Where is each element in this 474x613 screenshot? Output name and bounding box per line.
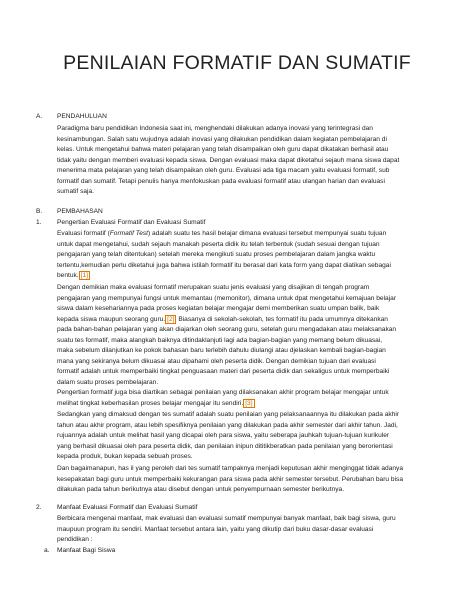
item-1-line: yang berhasil dikuasai oleh para peserta didik, dan penilaian inipun dititikberatkan pada penilaian yang berorientasi xyxy=(57,442,393,450)
section-a-line: sumatif saja. xyxy=(57,188,95,195)
item-1-line: dalam suatu proses pembelajaran. xyxy=(57,378,159,386)
section-a-line: Paradigma baru pendidikan Indonesia saat ini, menghendaki dilakukan adanya inovasi yang terintegrasi dan xyxy=(57,125,373,132)
section-b-heading: PEMBAHASAN xyxy=(57,208,103,215)
item-1-line: Dengan demikian maka evaluasi formatif merupakan suatu jenis evaluasi yang disajikan di tengah program xyxy=(57,284,370,291)
section-a-line: kelas. Untuk mengetahui bahwa materi pelajaran yang telah disampaikan oleh guru dapat dikatakan berhasil atau xyxy=(57,146,389,153)
item-2-heading: Manfaat Evaluasi Formatif dan Evaluasi Sumatif xyxy=(57,504,198,511)
section-a-line: menerima mata pelajaran yang telah disampaikan oleh guru. Evaluasi ada tiga macam yaitu evaluasi formatif, sub xyxy=(57,167,390,174)
footnote-link-3[interactable]: [3] xyxy=(245,399,253,407)
item-1-line: suatu tes formatif, maka alangkah baiknya ditindaklanjuti lagi ada bagian-bagian yang memang belum dikuasai, xyxy=(57,336,383,344)
item-1-line: dilakukan pada tahun berikutnya atau disebut dengan untuk penyempurnaan semester berikutnya. xyxy=(57,486,345,493)
item-1-heading: Pengertian Evaluasi Formatif dan Evaluasi Sumatif xyxy=(57,219,206,226)
item-2-line: pendidikan : xyxy=(57,536,93,543)
item-1-line: tahun atau akhir program, atau lebih spesifiknya penilaian yang dilakukan pada akhir semester dari akhir tahun. Jadi, xyxy=(57,421,398,429)
line-text: ) adalah suatu tes hasil belajar dimana evaluasi tersebut mempunyai suatu tujuan xyxy=(148,230,387,237)
item-1-line xyxy=(57,315,388,326)
item-1-line: tertentu,kemudian perlu diketahui juga bahwa istilah formatif itu berasal dari kata form yang dapat diatikan sebagai xyxy=(57,261,391,269)
section-a-heading: PENDAHULUAN xyxy=(57,113,107,120)
line-text: kepada siswa maupun seorang guru. xyxy=(57,315,166,323)
section-a-number: A. xyxy=(36,113,43,120)
item-1-line: siswa dalam kesehariannya pada proses kegiatan belajar mengajar demi memberikan suatu umpan balik, baik xyxy=(57,305,380,312)
item-1-line xyxy=(57,271,90,282)
section-a-line: formatif dan sumatif. Tetapi penulis hanya menfokuskan pada evaluasi formatif atau ulangan harian dan evaluasi xyxy=(57,177,385,185)
italic-term: Formatif Test xyxy=(109,230,149,237)
line-text: Biasanya di sekolah-sekolah, tes formatif itu pada umumnya ditekankan xyxy=(176,315,388,323)
section-b-number: B. xyxy=(36,208,43,215)
item-2-line: maupuun program itu sendiri. Manfaat tersebut antara lain, yaitu yang dikutip dari buku dasar-dasar evaluasi xyxy=(57,525,374,533)
footnote-link-2[interactable]: [2] xyxy=(167,315,175,323)
document-title: PENILAIAN FORMATIF DAN SUMATIF xyxy=(63,52,411,74)
item-1-line xyxy=(57,399,255,410)
item-1-number: 1. xyxy=(36,219,42,226)
item-1-line: maka sebelum dilanjutkan ke pokok bahasan baru terlebih dahulu diulangi atau djelaskan kembali bagian-bagian xyxy=(57,347,386,354)
sub-a-number: a. xyxy=(44,546,50,554)
item-1-line: rujuannya adalah untuk melihat hasil yang dicapai oleh para siswa, yaitu seberapa jauhkah tujuan-tujuan kurikuler xyxy=(57,432,390,439)
item-1-line: formatif adalah untuk memperbaiki tingkat penguasaan materi dari peserta didik dan sekaligus untuk memperbaiki xyxy=(57,368,390,375)
item-1-line xyxy=(57,229,386,240)
section-a-line: kesinambungan. Salah satu wujudnya adalah inovasi yang dilakukan pendidikan dalam kegiatan pembelajaran di xyxy=(57,135,387,143)
item-2-line: Berbicara mengenai manfaat, mak evaluasi dan evaluasi sumatif mempunyai banyak manfaat, baik bagi siswa, guru xyxy=(57,515,396,522)
item-1-line: mana yang sekiranya belum dikuasai atau dipahami oleh peserta didik. Dengan demikian tujuan dari evaluasi xyxy=(57,357,376,365)
sub-a-heading: Manfaat Bagi Siswa xyxy=(57,546,116,554)
item-1-line: pengajaran yang telah ditentukan) setelah mereka mengikuti suatu proses pembelajaran dalam jangka waktu xyxy=(57,251,376,258)
item-1-line: pengajaran yang mempunyai fungsi untuk memantau (memonitor), dimana untuk dpat mengetahui kemajuan belajar xyxy=(57,294,397,302)
line-text: Evaluasi formatif ( xyxy=(57,230,110,237)
item-1-line: kesepakatan bagi guru untuk memperbaiki kekurangan para siswa pada akhir semester tersebut. Perubahan baru bisa xyxy=(57,475,404,483)
footnote-link-1[interactable]: [1] xyxy=(80,272,88,279)
item-1-line: untuk dapat mengetahui, sudah sejauh manakah peserta didik itu telah terbentuk (sudah sesuai dengan tujuan xyxy=(57,240,380,248)
section-a-line: tidak yaitu dengan memberi evaluasi kepada siswa. Dengan evaluasi maka dapat diketahui sejauh mana siswa dapat xyxy=(57,156,400,164)
item-1-line: pada bahan-bahan pelajaran yang akan diajarkan oleh seorang guru, setelah guru mengadakan atau melaksanakan xyxy=(57,326,397,333)
line-text: bentuk. xyxy=(57,272,79,279)
item-1-line: Sedangkan yang dimaksud dengan tes sumatif adalah suatu penilaian yang pelaksanaannya itu dilakukan pada akhir xyxy=(57,411,400,418)
item-1-line: Dan bagaimanapun, has il yang peroleh dari tes sumatif tampaknya menjadi keputusan akhir menginggat tidak adanya xyxy=(57,465,404,472)
item-1-line: Pengertian formatif juga bisa diartikan sebagai penilaian yang dilaksanakan akhir program belajar mengajar untuk xyxy=(57,389,389,396)
item-2-number: 2. xyxy=(36,504,42,511)
line-text: melihat tingkat keberhasilan proses belajar mengajar itu sendiri. xyxy=(57,399,244,407)
item-1-line: kepada produk, bukan kepada sebuah proses. xyxy=(57,453,193,460)
